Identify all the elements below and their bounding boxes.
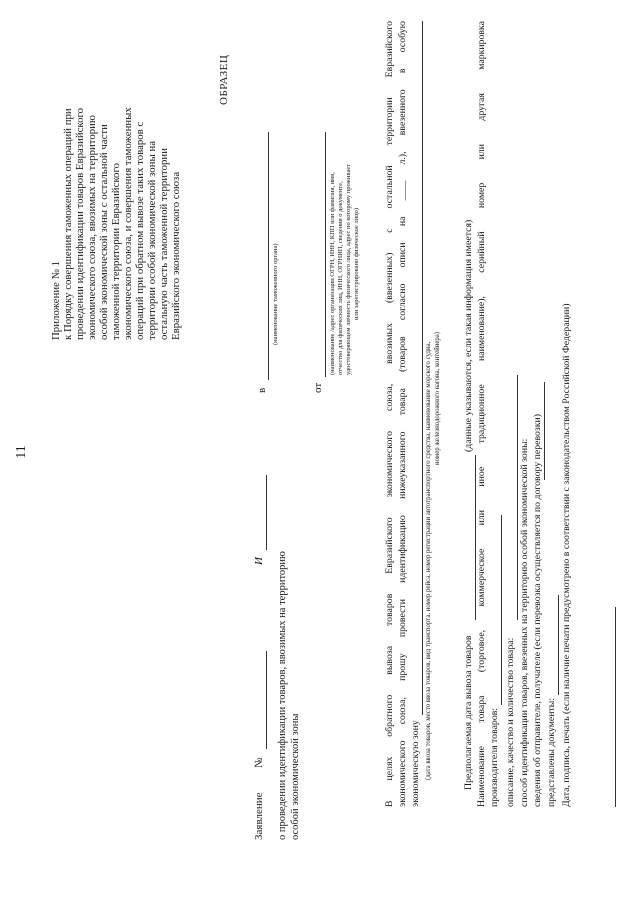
sender-caption-line: (наименование /адрес организации ОГРН, ИНН, КПП или фамилия, имя,: [329, 172, 336, 375]
annex-line: проведении идентификации товаров Евразийского: [74, 107, 86, 340]
sender-info-field-line: [544, 382, 545, 480]
annex-line: таможенной территории Евразийского: [110, 162, 122, 340]
annex-line: территории особой экономической зоны на: [146, 140, 158, 340]
sender-prefix: от: [312, 382, 324, 393]
export-date-label: Предполагаемая дата вывоза товаров: [463, 635, 474, 790]
description-label: описание, качество и количество товара:: [505, 637, 516, 807]
identification-method-label: способ идентификации товаров, ввезенных на территорию особой экономической зоны:: [519, 438, 530, 807]
sample-label: ОБРАЗЕЦ: [218, 54, 230, 105]
statement-date-line: [266, 475, 267, 550]
goods-name-text: Наименование товара (торговое, коммерческое или иное традиционное наименование), серийный номер или другая маркировка: [476, 21, 487, 807]
statement-and-label: И: [253, 557, 265, 565]
transport-caption: номер железнодорожного вагона, контейнера): [434, 331, 441, 465]
annex-line: экономического союза, ввозимых на территорию: [86, 115, 98, 340]
documents-field-line: [558, 595, 559, 695]
transport-line: [422, 21, 423, 715]
body-line-prefix: экономическую зону: [410, 720, 421, 807]
body-line: [397, 21, 408, 807]
date-signature-label: Дата, подпись, печать (если наличие печати предусмотрено в соответствии с законодательством Российской Федерации): [561, 303, 572, 807]
annex-line: остальную часть таможенной территории: [158, 148, 170, 340]
sender-caption-line: или зарегистрировано физическое лицо): [353, 207, 360, 320]
body-line-text: В целях обратного вывоза товаров Евразийского экономического союза, ввозимых (ввезенных) с остальной территории Евразийского: [384, 21, 395, 807]
annex-line: к Порядку совершения таможенных операций при: [62, 108, 74, 340]
statement-number-label: №: [253, 757, 265, 768]
sender-line: [325, 132, 326, 377]
recipient-line: [268, 132, 269, 380]
annex-header: [50, 20, 182, 340]
documents-label: представлены документы:: [546, 697, 557, 807]
sender-caption-line: удостоверяющем личность физического лица, адрес по которому проживает: [345, 163, 352, 375]
annex-title: Приложение № 1: [50, 260, 62, 340]
signature-line: [615, 607, 616, 807]
transport-caption: (дата ввоза товаров, место ввоза товаров, вид транспорта, номер рейса, номер регистрации автотранспортного средства, наименование морского судна,: [425, 341, 432, 780]
page-number: 11: [14, 445, 29, 459]
annex-line: Евразийского экономического союза: [170, 171, 182, 340]
statement-subject: о проведении идентификации товаров, ввозимых на территорию: [277, 551, 288, 840]
body-line-text: экономического союза, прошу провести идентификацию нижеуказанного товара (товаров согласно описи на ____ л.), ввезенного в особую: [397, 21, 408, 807]
goods-name-line: [476, 21, 487, 807]
annex-line: особой экономической зоны с остальной части: [98, 124, 110, 340]
export-date-note: (данные указываются, если такая информация имеется): [463, 219, 474, 452]
statement-subject: особой экономической зоны: [290, 713, 301, 840]
annex-line: экономического союза, и совершения таможенных: [122, 107, 134, 340]
annex-line: операций при обратном вывозе таких товаров с: [134, 121, 146, 340]
body-line: [384, 21, 395, 807]
sender-info-label: сведения об отправителе, получателе (если перевозка осуществляется по договору перевозки): [532, 413, 543, 807]
recipient-prefix: в: [256, 387, 268, 393]
statement-label: Заявление: [253, 792, 265, 840]
statement-number-line: [266, 651, 267, 749]
sender-caption-line: отчество для физических лиц, ИНН, ОГРНИП, сведения о документе,: [337, 181, 344, 375]
goods-name-line: производителя товаров:: [489, 707, 500, 807]
goods-name-field-line: [501, 515, 502, 705]
recipient-caption: (наименование таможенного органа): [272, 243, 279, 345]
description-field-line: [517, 375, 518, 620]
